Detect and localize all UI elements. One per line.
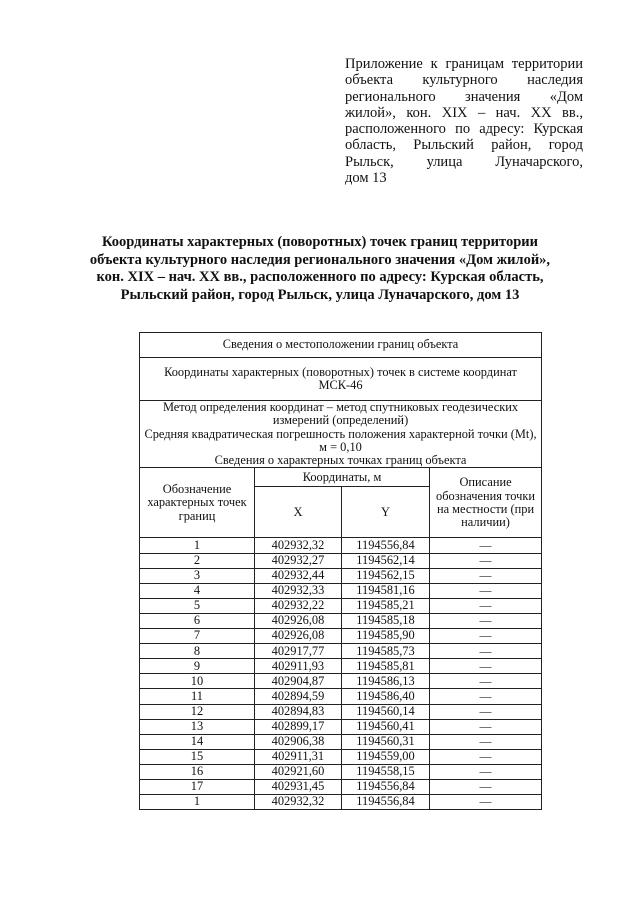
- point-number-cell: 13: [140, 719, 255, 734]
- y-coordinate-cell: 1194586,13: [342, 674, 430, 689]
- x-coordinate-cell: 402921,60: [255, 764, 342, 779]
- title-line: кон. XIX – нач. XX вв., расположенного по адресу: Курская область,: [96, 269, 544, 285]
- point-number-cell: 9: [140, 659, 255, 674]
- x-coordinate-cell: 402917,77: [255, 644, 342, 659]
- appendix-line: жилой», кон. XIX – нач. XX вв.,: [345, 104, 583, 121]
- method-text: Метод определения координат – метод спутниковых геодезических измерений (определений): [162, 400, 519, 428]
- document-title: [60, 234, 580, 304]
- col-coords-header: Координаты, м: [255, 468, 430, 487]
- col-x-header: X: [255, 487, 342, 538]
- appendix-line: объекта культурного наследия: [345, 72, 583, 89]
- col-point-header: Обозначение характерных точек границ: [140, 468, 255, 538]
- description-cell: —: [430, 674, 542, 689]
- description-cell: —: [430, 764, 542, 779]
- point-number-cell: 10: [140, 674, 255, 689]
- appendix-line: область, Рыльский район, город: [345, 137, 583, 154]
- y-coordinate-cell: 1194556,84: [342, 779, 430, 794]
- x-coordinate-cell: 402911,31: [255, 749, 342, 764]
- x-coordinate-cell: 402932,27: [255, 553, 342, 568]
- point-number-cell: 5: [140, 598, 255, 613]
- x-coordinate-cell: 402932,32: [255, 538, 342, 553]
- point-number-cell: 14: [140, 734, 255, 749]
- description-cell: —: [430, 779, 542, 794]
- point-number-cell: 2: [140, 553, 255, 568]
- x-coordinate-cell: 402932,32: [255, 795, 342, 810]
- table-row: [140, 553, 542, 568]
- title-line: объекта культурного наследия регионального значения «Дом жилой»,: [89, 251, 551, 268]
- description-cell: —: [430, 689, 542, 704]
- table-row: [140, 689, 542, 704]
- point-number-cell: 12: [140, 704, 255, 719]
- x-coordinate-cell: 402932,44: [255, 568, 342, 583]
- y-coordinate-cell: 1194581,16: [342, 583, 430, 598]
- coordinates-table: [139, 332, 542, 810]
- description-cell: —: [430, 719, 542, 734]
- y-coordinate-cell: 1194585,90: [342, 629, 430, 644]
- x-coordinate-cell: 402911,93: [255, 659, 342, 674]
- method-info: [140, 401, 542, 468]
- description-cell: —: [430, 795, 542, 810]
- y-coordinate-cell: 1194560,14: [342, 704, 430, 719]
- table-row: [140, 704, 542, 719]
- title-line: Рыльский район, город Рыльск, улица Луначарского, дом 13: [120, 286, 520, 303]
- coord-system-header: Координаты характерных (поворотных) точек в системе координат МСК-46: [140, 358, 542, 401]
- description-cell: —: [430, 629, 542, 644]
- point-number-cell: 11: [140, 689, 255, 704]
- table-row: [140, 734, 542, 749]
- table-row: [140, 764, 542, 779]
- appendix-line: расположенного по адресу: Курская: [345, 121, 583, 138]
- point-number-cell: 15: [140, 749, 255, 764]
- point-number-cell: 6: [140, 613, 255, 628]
- point-number-cell: 4: [140, 583, 255, 598]
- section-location-header: Сведения о местоположении границ объекта: [140, 333, 542, 358]
- description-cell: —: [430, 538, 542, 553]
- y-coordinate-cell: 1194559,00: [342, 749, 430, 764]
- x-coordinate-cell: 402906,38: [255, 734, 342, 749]
- y-coordinate-cell: 1194562,14: [342, 553, 430, 568]
- point-number-cell: 16: [140, 764, 255, 779]
- point-number-cell: 8: [140, 644, 255, 659]
- col-y-header: Y: [342, 487, 430, 538]
- description-cell: —: [430, 598, 542, 613]
- table-row: [140, 749, 542, 764]
- appendix-line: дом 13: [345, 170, 387, 187]
- title-line: Координаты характерных (поворотных) точек границ территории: [102, 234, 538, 250]
- table-row: [140, 538, 542, 553]
- table-row: [140, 795, 542, 810]
- x-coordinate-cell: 402894,83: [255, 704, 342, 719]
- y-coordinate-cell: 1194560,31: [342, 734, 430, 749]
- table-row: [140, 779, 542, 794]
- y-coordinate-cell: 1194560,41: [342, 719, 430, 734]
- y-coordinate-cell: 1194585,73: [342, 644, 430, 659]
- table-row: [140, 674, 542, 689]
- x-coordinate-cell: 402932,22: [255, 598, 342, 613]
- appendix-line: Рыльск, улица Луначарского,: [345, 153, 583, 170]
- table-row: [140, 583, 542, 598]
- description-cell: —: [430, 583, 542, 598]
- point-number-cell: 1: [140, 538, 255, 553]
- description-cell: —: [430, 644, 542, 659]
- y-coordinate-cell: 1194585,18: [342, 613, 430, 628]
- table-row: [140, 568, 542, 583]
- table-row: [140, 613, 542, 628]
- table-row: [140, 719, 542, 734]
- description-cell: —: [430, 704, 542, 719]
- points-info-text: Сведения о характерных точках границ объекта: [214, 453, 467, 468]
- x-coordinate-cell: 402932,33: [255, 583, 342, 598]
- y-coordinate-cell: 1194556,84: [342, 538, 430, 553]
- table-row: [140, 659, 542, 674]
- y-coordinate-cell: 1194562,15: [342, 568, 430, 583]
- appendix-note: [345, 56, 583, 186]
- point-number-cell: 17: [140, 779, 255, 794]
- appendix-line: регионального значения «Дом: [345, 88, 583, 105]
- description-cell: —: [430, 659, 542, 674]
- col-description-header: Описание обозначения точки на местности (при наличии): [430, 468, 542, 538]
- y-coordinate-cell: 1194585,21: [342, 598, 430, 613]
- x-coordinate-cell: 402926,08: [255, 629, 342, 644]
- table-row: [140, 629, 542, 644]
- point-number-cell: 1: [140, 795, 255, 810]
- x-coordinate-cell: 402899,17: [255, 719, 342, 734]
- description-cell: —: [430, 749, 542, 764]
- appendix-line: Приложение к границам территории: [345, 56, 583, 72]
- x-coordinate-cell: 402904,87: [255, 674, 342, 689]
- description-cell: —: [430, 613, 542, 628]
- x-coordinate-cell: 402894,59: [255, 689, 342, 704]
- y-coordinate-cell: 1194556,84: [342, 795, 430, 810]
- point-number-cell: 7: [140, 629, 255, 644]
- x-coordinate-cell: 402926,08: [255, 613, 342, 628]
- point-number-cell: 3: [140, 568, 255, 583]
- accuracy-text: Средняя квадратическая погрешность положения характерной точки (Mt), м = 0,10: [144, 426, 537, 454]
- description-cell: —: [430, 568, 542, 583]
- table-row: [140, 644, 542, 659]
- y-coordinate-cell: 1194586,40: [342, 689, 430, 704]
- y-coordinate-cell: 1194558,15: [342, 764, 430, 779]
- description-cell: —: [430, 553, 542, 568]
- x-coordinate-cell: 402931,45: [255, 779, 342, 794]
- y-coordinate-cell: 1194585,81: [342, 659, 430, 674]
- description-cell: —: [430, 734, 542, 749]
- table-row: [140, 598, 542, 613]
